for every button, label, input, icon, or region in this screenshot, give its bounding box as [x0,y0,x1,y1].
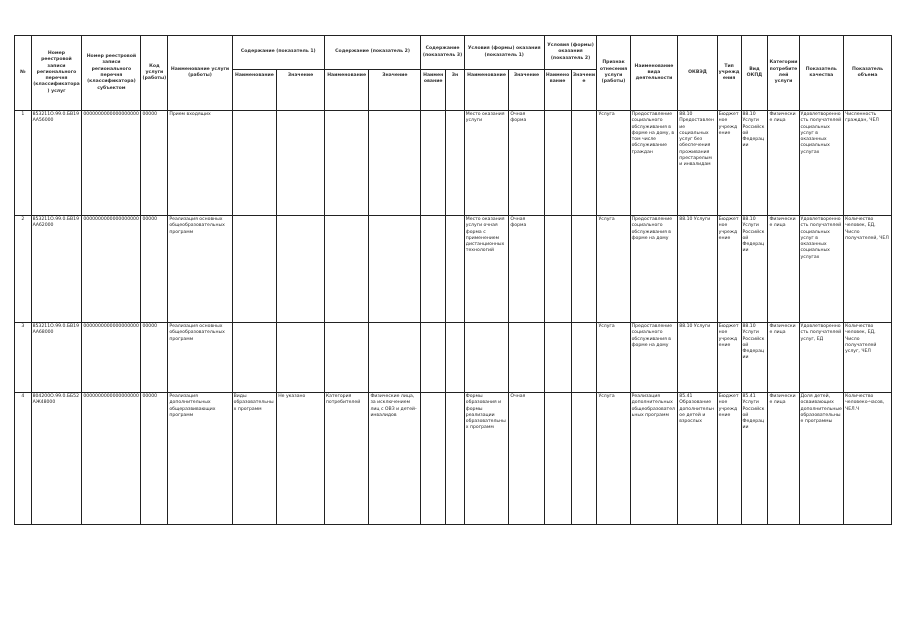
cell-quality-indicator: Доля детей, осваивающих дополнительные образовательные программы [799,393,844,525]
cell-registry-record-number: 0000000000000000000 [82,111,141,216]
cell-c1-value [277,216,325,323]
header-quality-indicator: Показатель качества [799,36,844,111]
subheader-u2-name: Наименование [544,70,571,111]
header-content-1: Содержание (показатель 1) [232,36,324,70]
table-row [15,393,892,525]
cell-c1-name [232,323,277,393]
cell-service-code: 00000 [141,393,168,525]
header-registry-record-number: Номер реестровой записи регионального перечня (классификатора) субъектом [82,36,141,111]
cell-c2-name [324,111,369,216]
cell-registry-number: 804200О.99.0.ББ52АЖ48000 [31,393,82,525]
header-okved: ОКВЭД [678,36,717,111]
header-type-of-activity: Наименование вида деятельности [630,36,678,111]
cell-volume-indicator: Количество человек, ЕД, Число получателей услуг, ЧЕЛ [844,323,892,393]
cell-u1-value: Очная форма [509,111,544,216]
cell-c2-value [369,323,421,393]
header-registry-number: Номер реестровой записи регионального перечня (классификатора) услуг [31,36,82,111]
cell-okved: 88.10 Услуги [678,323,717,393]
cell-type-of-institution: Бюджетное учреждение [717,393,741,525]
cell-okved: 88.10 Услуги [678,216,717,323]
header-attribute: Признак отнесения услуги (работы) [597,36,630,111]
cell-service-code: 00000 [141,323,168,393]
cell-service-name: Прием входящих [168,111,232,216]
cell-c1-value: Не указано [277,393,325,525]
cell-okpd: 85.41 Услуги Российской Федерации [741,393,768,525]
table-row [15,323,892,393]
services-registry-table [14,35,892,525]
header-volume-indicator: Показатель объема [844,36,892,111]
cell-type-of-institution: Бюджетное учреждение [717,216,741,323]
subheader-c2-name: Наименование [324,70,369,111]
cell-u2-value [571,393,597,525]
table-row [15,216,892,323]
cell-c2-name [324,323,369,393]
cell-c3-name [421,216,446,323]
cell-u2-value [571,111,597,216]
cell-c1-name [232,111,277,216]
cell-num: 2 [15,216,32,323]
cell-registry-number: 853211О.99.0.БВ19АА68000 [31,323,82,393]
cell-service-code: 00000 [141,111,168,216]
cell-c2-value: Физические лица, за исключением лиц с ОВЗ и детей-инвалидов [369,393,421,525]
subheader-u1-name: Наименование [464,70,509,111]
cell-u1-name [464,323,509,393]
cell-registry-record-number: 0000000000000000000 [82,216,141,323]
cell-okpd: 88.10 Услуги Российской Федерации [741,216,768,323]
cell-c3-name [421,393,446,525]
cell-u1-name: Место оказания услуги [464,111,509,216]
cell-type-of-activity: Предоставление социального обслуживания в форме на дому, в том числе обслуживание граждан [630,111,678,216]
header-service-code: Код услуги (работы) [141,36,168,111]
cell-registry-record-number: 0000000000000000000 [82,323,141,393]
cell-quality-indicator: Удовлетворенность получателей услуг, ЕД [799,323,844,393]
cell-type-of-activity: Предоставление социального обслуживания в форме на дому [630,323,678,393]
cell-volume-indicator: Количество человек, ЕД, Число получателей, ЧЕЛ [844,216,892,323]
cell-type-of-institution: Бюджетное учреждение [717,323,741,393]
cell-quality-indicator: Удовлетворенность получателей социальных услуг в оказанных социальных услугах [799,111,844,216]
header-conditions-1: Условия (формы) оказания (показатель 1) [464,36,544,70]
cell-c1-value [277,323,325,393]
cell-c3-name [421,111,446,216]
cell-c2-name [324,216,369,323]
subheader-c3-value: Зн [446,70,465,111]
cell-volume-indicator: Численность граждан, ЧЕЛ [844,111,892,216]
cell-category: Физические лица [768,216,799,323]
cell-c2-name: Категория потребителей [324,393,369,525]
cell-registry-number: 853211О.99.0.БВ19АА56000 [31,111,82,216]
cell-quality-indicator: Удовлетворенность получателей социальных услуг в оказанных социальных услугах [799,216,844,323]
cell-u2-value [571,323,597,393]
cell-type-of-institution: Бюджетное учреждение [717,111,741,216]
cell-u1-value: Очная [509,393,544,525]
cell-registry-record-number: 0000000000000000000 [82,393,141,525]
header-conditions-2: Условия (формы) оказания (показатель 2) [544,36,597,70]
cell-okved: 88.10 Предоставление социальных услуг без обеспечения проживания престарелым и инвалидам [678,111,717,216]
cell-c3-value [446,393,465,525]
cell-c1-value [277,111,325,216]
cell-attribute: Услуга [597,323,630,393]
cell-c3-value [446,323,465,393]
cell-c2-value [369,216,421,323]
cell-u2-value [571,216,597,323]
cell-volume-indicator: Количество человеко-часов, ЧЕЛ.Ч [844,393,892,525]
cell-u1-value [509,323,544,393]
subheader-c3-name: Наименование [421,70,446,111]
registry-document [14,35,892,525]
cell-u2-name [544,216,571,323]
cell-okpd: 88.10 Услуги Российской Федерации [741,323,768,393]
header-service-name: Наименование услуги (работы) [168,36,232,111]
cell-attribute: Услуга [597,111,630,216]
header-num: № [15,36,32,111]
cell-c1-name [232,216,277,323]
cell-attribute: Услуга [597,393,630,525]
subheader-c2-value: Значение [369,70,421,111]
table-row [15,111,892,216]
cell-c3-name [421,323,446,393]
cell-registry-number: 853211О.99.0.БВ19АА62000 [31,216,82,323]
cell-num: 1 [15,111,32,216]
cell-type-of-activity: Предоставление социального обслуживания в форме на дому [630,216,678,323]
header-content-2: Содержание (показатель 2) [324,36,420,70]
subheader-u2-value: Значение [571,70,597,111]
cell-u2-name [544,323,571,393]
cell-attribute: Услуга [597,216,630,323]
cell-num: 4 [15,393,32,525]
cell-c1-name: Виды образовательных программ [232,393,277,525]
header-okpd: Вид ОКПД [741,36,768,111]
cell-service-name: Реализация дополнительных общеразвивающих программ [168,393,232,525]
cell-u2-name [544,393,571,525]
cell-c2-value [369,111,421,216]
cell-service-name: Реализация основных общеобразовательных программ [168,323,232,393]
subheader-c1-value: Значение [277,70,325,111]
subheader-u1-value: Значение [509,70,544,111]
cell-u2-name [544,111,571,216]
header-type-of-institution: Тип учреждения [717,36,741,111]
cell-okved: 85.41 Образование дополнительное детей и взрослых [678,393,717,525]
header-category: Категории потребителей услуги [768,36,799,111]
cell-service-name: Реализация основных общеобразовательных программ [168,216,232,323]
cell-num: 3 [15,323,32,393]
cell-u1-name: Формы образования и формы реализации образовательных программ [464,393,509,525]
subheader-c1-name: Наименование [232,70,277,111]
cell-type-of-activity: Реализация дополнительных общеобразовательных программ [630,393,678,525]
cell-category: Физические лица [768,393,799,525]
cell-okpd: 88.10 Услуги Российской Федерации [741,111,768,216]
cell-service-code: 00000 [141,216,168,323]
cell-c3-value [446,111,465,216]
cell-u1-name: Место оказания услуги очная форма с применением дистанционных технологий [464,216,509,323]
cell-category: Физические лица [768,323,799,393]
cell-c3-value [446,216,465,323]
cell-category: Физические лица [768,111,799,216]
cell-u1-value: Очная форма [509,216,544,323]
header-content-3: Содержание (показатель 3) [421,36,465,70]
